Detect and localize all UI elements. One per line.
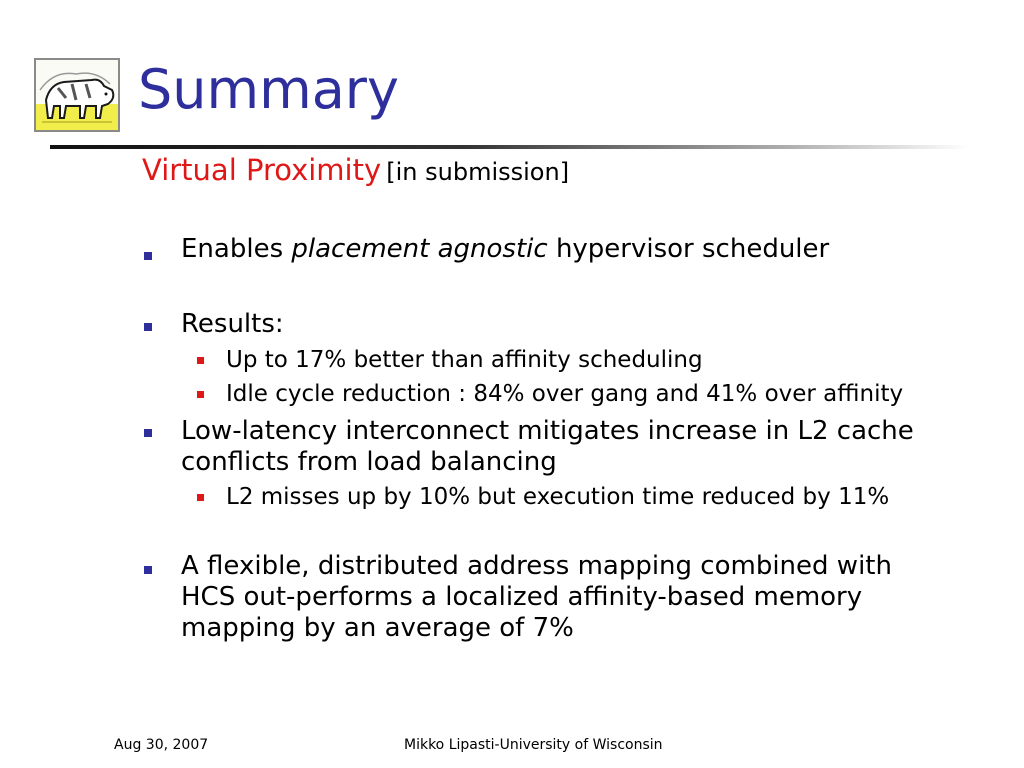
bullet-square-icon	[144, 323, 152, 331]
subtitle-note: [in submission]	[386, 158, 570, 186]
bullet-enables-post: hypervisor scheduler	[555, 234, 830, 264]
bullet-enables-pre: Enables	[181, 234, 284, 264]
sub-bullet-idle-cycle: Idle cycle reduction : 84% over gang and 41% over affinity	[226, 381, 904, 407]
bullet-enables-emphasis: placement agnostic	[291, 234, 548, 264]
slide-title: Summary	[138, 58, 399, 121]
slide-subtitle	[142, 153, 569, 188]
sub-bullet-square-icon	[197, 357, 204, 364]
sub-bullet-l2-misses: L2 misses up by 10% but execution time reduced by 11%	[226, 484, 890, 510]
footer-author: Mikko Lipasti-University of Wisconsin	[404, 737, 663, 753]
cow-logo	[34, 58, 120, 132]
title-underline	[50, 145, 970, 149]
cow-icon	[36, 60, 118, 130]
sub-bullet-square-icon	[197, 391, 204, 398]
sub-bullet-affinity: Up to 17% better than affinity scheduling	[226, 347, 703, 373]
sub-bullet-square-icon	[197, 494, 204, 501]
subtitle-main: Virtual Proximity	[142, 153, 382, 187]
bullet-address-mapping-line3: mapping by an average of 7%	[181, 613, 574, 643]
bullet-address-mapping-line1: A flexible, distributed address mapping combined with	[181, 551, 892, 581]
footer-date: Aug 30, 2007	[114, 737, 209, 753]
bullet-enables	[181, 234, 829, 265]
bullet-interconnect-line2: conflicts from load balancing	[181, 447, 557, 477]
bullet-results: Results:	[181, 309, 284, 339]
bullet-interconnect-line1: Low-latency interconnect mitigates increase in L2 cache	[181, 416, 914, 446]
bullet-address-mapping-line2: HCS out-performs a localized affinity-based memory	[181, 582, 863, 612]
bullet-square-icon	[144, 429, 152, 437]
bullet-square-icon	[144, 252, 152, 260]
bullet-square-icon	[144, 566, 152, 574]
